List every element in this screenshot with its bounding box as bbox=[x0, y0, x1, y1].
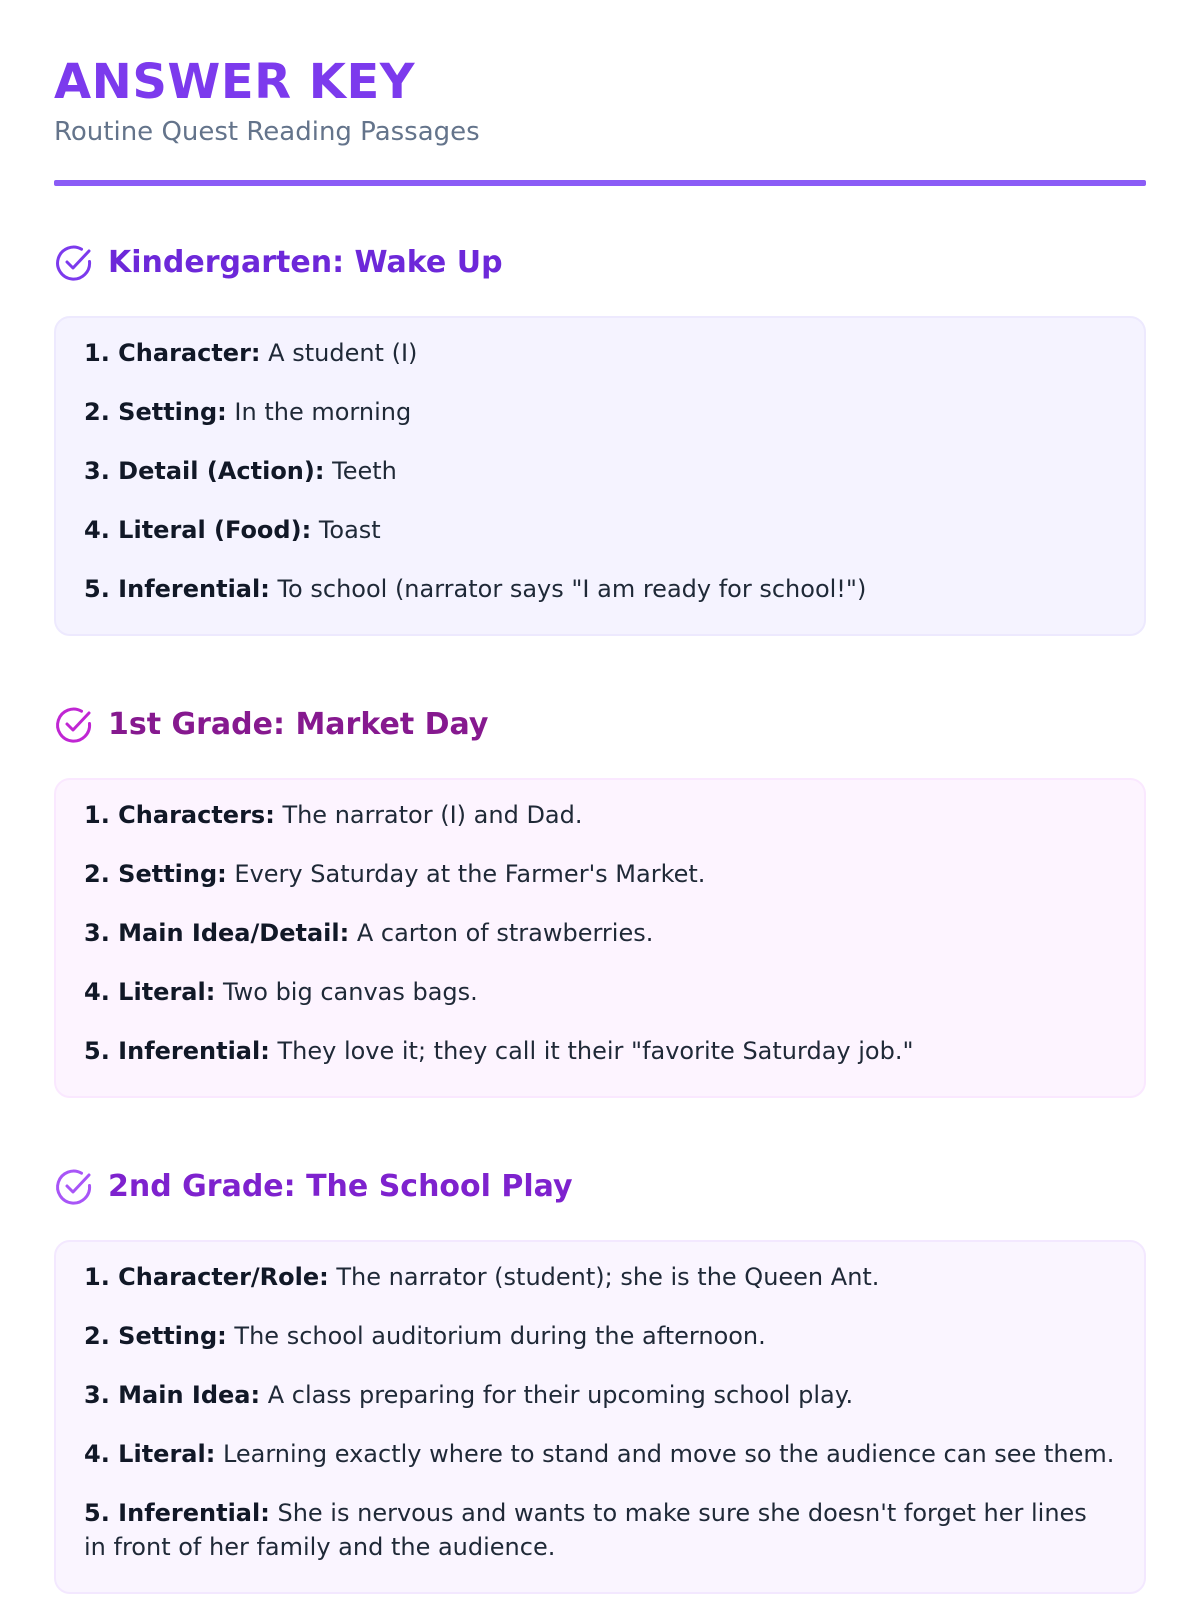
sections-container bbox=[54, 240, 1146, 1594]
question-label: 4. Literal: bbox=[84, 1440, 216, 1468]
answer-text: The narrator (student); she is the Queen Ant. bbox=[336, 1263, 880, 1291]
header-divider bbox=[54, 180, 1146, 186]
answer-text: A student (I) bbox=[268, 339, 418, 367]
answer-card bbox=[54, 316, 1146, 636]
question-label: 3. Main Idea/Detail: bbox=[84, 919, 350, 947]
question-label: 1. Character/Role: bbox=[84, 1263, 329, 1291]
answer-text: She is nervous and wants to make sure she doesn't forget her lines in front of her family and the audience. bbox=[84, 1499, 1087, 1561]
answer-item bbox=[84, 572, 1116, 606]
answer-item bbox=[84, 454, 1116, 488]
answer-text: Learning exactly where to stand and move so the audience can see them. bbox=[222, 1440, 1115, 1468]
check-circle-icon bbox=[54, 243, 94, 283]
answer-item bbox=[84, 1260, 1116, 1294]
answer-item bbox=[84, 857, 1116, 891]
answer-text: The school auditorium during the afternoon. bbox=[234, 1322, 766, 1350]
answer-card bbox=[54, 778, 1146, 1098]
section-title: Kindergarten: Wake Up bbox=[108, 245, 503, 280]
check-circle-icon bbox=[54, 1167, 94, 1207]
question-label: 5. Inferential: bbox=[84, 575, 270, 603]
question-label: 4. Literal (Food): bbox=[84, 516, 312, 544]
question-label: 3. Detail (Action): bbox=[84, 457, 325, 485]
question-label: 2. Setting: bbox=[84, 398, 227, 426]
question-label: 5. Inferential: bbox=[84, 1499, 270, 1527]
answer-item bbox=[84, 1378, 1116, 1412]
answer-card bbox=[54, 1240, 1146, 1594]
answer-text: To school (narrator says "I am ready for school!") bbox=[277, 575, 867, 603]
section-title: 2nd Grade: The School Play bbox=[108, 1169, 573, 1204]
answer-text: Two big canvas bags. bbox=[222, 978, 478, 1006]
answer-item bbox=[84, 1034, 1116, 1068]
section-header bbox=[54, 702, 1146, 748]
question-label: 1. Character: bbox=[84, 339, 261, 367]
question-label: 3. Main Idea: bbox=[84, 1381, 261, 1409]
answer-section bbox=[54, 1164, 1146, 1594]
answer-item bbox=[84, 1437, 1116, 1471]
answer-item bbox=[84, 1319, 1116, 1353]
question-label: 4. Literal: bbox=[84, 978, 216, 1006]
answer-text: Toast bbox=[318, 516, 381, 544]
question-label: 5. Inferential: bbox=[84, 1037, 270, 1065]
check-circle-icon bbox=[54, 705, 94, 745]
answer-text: The narrator (I) and Dad. bbox=[282, 801, 583, 829]
answer-text: Teeth bbox=[332, 457, 397, 485]
question-label: 2. Setting: bbox=[84, 1322, 227, 1350]
section-header bbox=[54, 1164, 1146, 1210]
answer-section bbox=[54, 702, 1146, 1098]
question-label: 1. Characters: bbox=[84, 801, 275, 829]
section-title: 1st Grade: Market Day bbox=[108, 707, 489, 742]
answer-item bbox=[84, 798, 1116, 832]
answer-text: A class preparing for their upcoming school play. bbox=[267, 1381, 854, 1409]
answer-section bbox=[54, 240, 1146, 636]
answer-item bbox=[84, 1496, 1116, 1564]
answer-item bbox=[84, 395, 1116, 429]
answer-item bbox=[84, 975, 1116, 1009]
question-label: 2. Setting: bbox=[84, 860, 227, 888]
section-header bbox=[54, 240, 1146, 286]
answer-item bbox=[84, 336, 1116, 370]
page-subtitle: Routine Quest Reading Passages bbox=[54, 117, 480, 147]
answer-text: They love it; they call it their "favorite Saturday job." bbox=[277, 1037, 914, 1065]
answer-item bbox=[84, 513, 1116, 547]
page-title: ANSWER KEY bbox=[54, 54, 416, 110]
answer-text: A carton of strawberries. bbox=[356, 919, 654, 947]
answer-item bbox=[84, 916, 1116, 950]
answer-text: Every Saturday at the Farmer's Market. bbox=[234, 860, 706, 888]
answer-text: In the morning bbox=[234, 398, 412, 426]
